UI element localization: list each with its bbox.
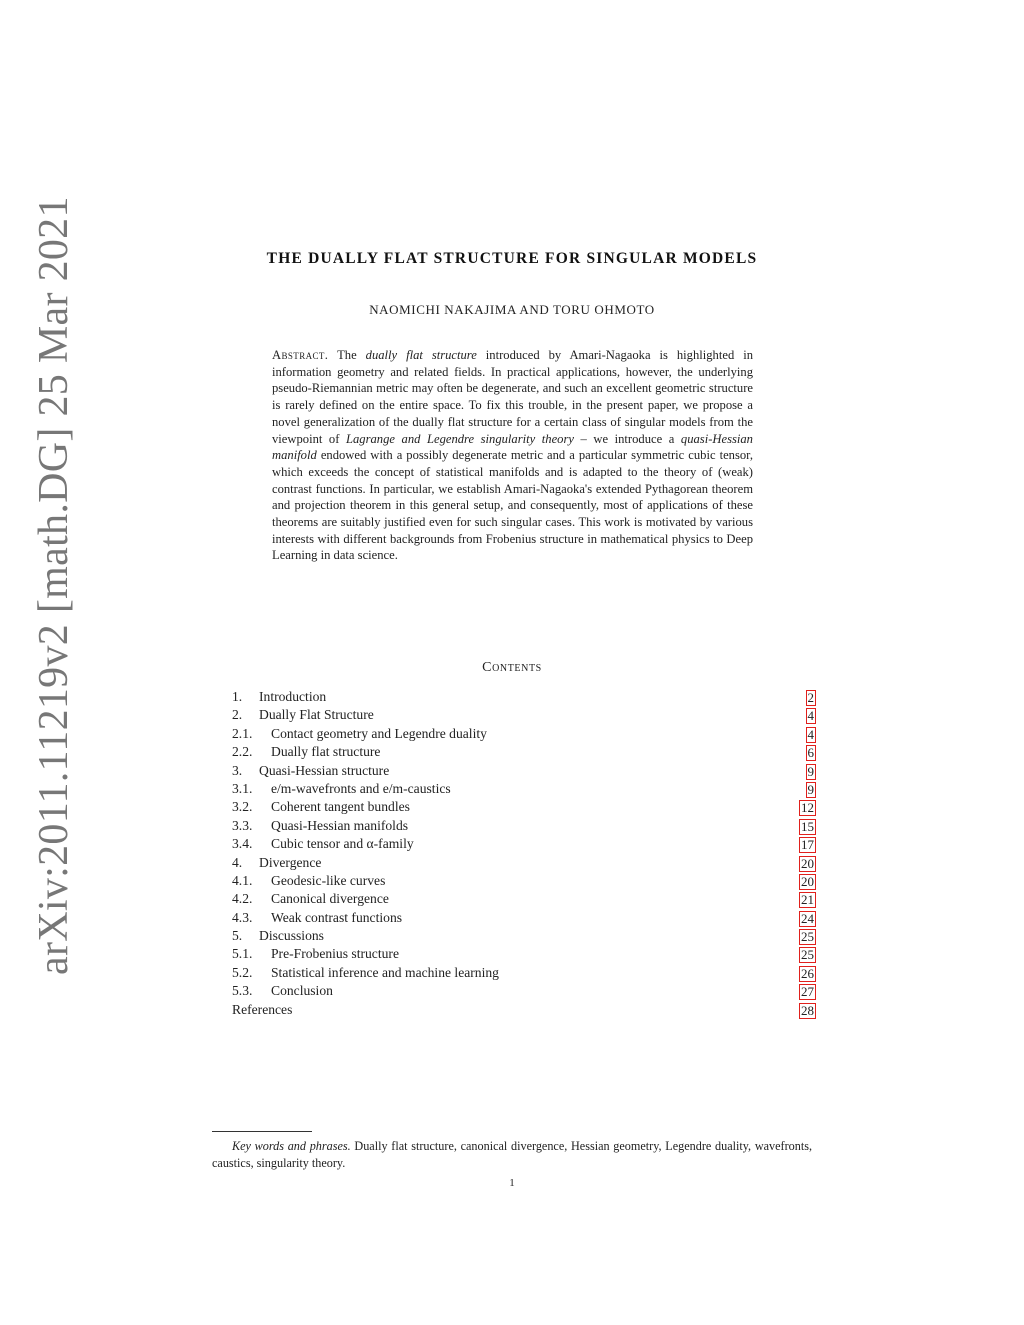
toc-number: 3.4.: [232, 836, 253, 852]
toc-page-link[interactable]: 17: [801, 837, 814, 853]
toc-entry[interactable]: [232, 798, 816, 816]
toc-title: Cubic tensor and α-family: [271, 836, 414, 852]
toc-number: 1.: [232, 689, 243, 704]
toc-entry[interactable]: [232, 817, 816, 835]
toc-title: e/m-wavefronts and e/m-caustics: [271, 780, 451, 796]
toc-number: 3.2.: [232, 799, 253, 815]
toc-page-link[interactable]: 9: [807, 763, 814, 779]
toc-title: Quasi-Hessian structure: [259, 762, 390, 778]
toc-entry[interactable]: [232, 762, 816, 780]
toc-page-link[interactable]: 27: [801, 984, 814, 1000]
toc-number: 4.2.: [232, 891, 253, 907]
toc-title: Pre-Frobenius structure: [271, 946, 399, 962]
toc-page-link[interactable]: 15: [801, 818, 814, 834]
toc-page-link[interactable]: 20: [801, 855, 814, 871]
footnote-rule: [212, 1131, 312, 1132]
toc-number: 3.1.: [232, 780, 253, 796]
toc-entry[interactable]: [232, 854, 816, 872]
toc-title: Dually Flat Structure: [259, 707, 374, 723]
toc-number: 4.: [232, 854, 243, 870]
abstract-text: – we introduce a: [580, 431, 675, 446]
toc-number: 5.2.: [232, 964, 253, 980]
toc-title: Weak contrast functions: [271, 909, 403, 925]
toc-page-link[interactable]: 28: [801, 1002, 814, 1018]
toc-entry[interactable]: [232, 909, 816, 927]
toc-number: 4.1.: [232, 872, 253, 888]
toc-number: 3.3.: [232, 817, 253, 833]
toc-number: 5.3.: [232, 983, 253, 999]
toc-page-link[interactable]: 9: [807, 781, 814, 797]
abstract-text: introduced by Amari-Nagaoka is highlighted in information geometry and related fields. In practical applications, however, the underlying pseudo-Riemannian metric may often be degenerate, and such an excellent geometric structure is rarely defined on the entire space. To fix this trouble, in the present paper, we propose a novel generalization of the dually flat structure for a certain class of singular models from the viewpoint of: [272, 348, 753, 446]
toc-entry[interactable]: [232, 872, 816, 890]
toc-number: 2.2.: [232, 744, 253, 760]
toc-page-link[interactable]: 2: [807, 690, 814, 705]
toc-title: Conclusion: [271, 983, 333, 999]
paper-authors: NAOMICHI NAKAJIMA AND TORU OHMOTO: [369, 302, 655, 317]
toc-number: 3.: [232, 762, 243, 778]
toc-entry[interactable]: [232, 780, 816, 798]
contents-heading: Contents: [482, 660, 542, 675]
toc-page-link[interactable]: 12: [801, 800, 814, 816]
toc-entry[interactable]: [232, 964, 816, 982]
table-of-contents: [232, 688, 816, 1019]
page-number: 1: [509, 1177, 515, 1189]
toc-entry[interactable]: [232, 688, 816, 706]
toc-entry[interactable]: [232, 945, 816, 963]
arxiv-identifier: arXiv:2011.11219v2 [math.DG] 25 Mar 2021: [31, 196, 77, 975]
abstract-term: Lagrange and Legendre singularity theory: [345, 431, 574, 446]
toc-title: Introduction: [259, 689, 327, 704]
toc-number: 2.1.: [232, 725, 253, 741]
toc-title: Quasi-Hessian manifolds: [271, 817, 409, 833]
toc-number: 5.1.: [232, 946, 253, 962]
toc-page-link[interactable]: 6: [807, 745, 814, 761]
footnote-label: Key words and phrases.: [232, 1139, 351, 1153]
toc-number: 4.3.: [232, 909, 253, 925]
toc-title: Statistical inference and machine learning: [271, 964, 499, 980]
toc-title: Discussions: [259, 928, 324, 944]
toc-entry[interactable]: [232, 927, 816, 945]
toc-title: Geodesic-like curves: [271, 872, 386, 888]
toc-title: Coherent tangent bundles: [271, 799, 410, 815]
toc-title: References: [232, 1001, 293, 1017]
toc-page-link[interactable]: 26: [801, 965, 814, 981]
toc-entry[interactable]: [232, 835, 816, 853]
abstract-term: dually flat structure: [365, 348, 477, 362]
abstract-text: The: [337, 348, 357, 362]
toc-page-link[interactable]: 25: [801, 947, 814, 963]
toc-page-link[interactable]: 25: [801, 929, 814, 945]
toc-page-link[interactable]: 24: [801, 910, 814, 926]
toc-title: Contact geometry and Legendre duality: [271, 725, 487, 741]
toc-title: Divergence: [259, 854, 322, 870]
toc-title: Dually flat structure: [271, 744, 381, 760]
footnote-text: Dually flat structure, canonical divergence, Hessian geometry, Legendre duality, wavefronts, caustics, singularity theory.: [212, 1139, 813, 1170]
abstract-label: Abstract.: [272, 348, 329, 362]
toc-page-link[interactable]: 4: [807, 726, 814, 742]
toc-page-link[interactable]: 4: [807, 708, 814, 724]
toc-entry[interactable]: [232, 725, 816, 743]
toc-number: 2.: [232, 707, 243, 723]
toc-entry[interactable]: [232, 1001, 816, 1019]
toc-entry[interactable]: [232, 743, 816, 761]
abstract-text: endowed with a possibly degenerate metric and a particular symmetric cubic tensor, which exceeds the concept of statistical manifolds and is adapted to the theory of (weak) contrast functions. In particular, we establish Amari-Nagaoka's extended Pythagorean theorem and projection theorem in this general setup, and consequently, most of applications of these theorems are suitably justified even for such singular cases. This work is motivated by various interests with different backgrounds from Frobenius structure in mathematical physics to Deep Learning in data science.: [272, 448, 754, 563]
toc-page-link[interactable]: 21: [801, 892, 814, 908]
abstract-term: quasi-Hessian manifold: [272, 431, 753, 463]
toc-number: 5.: [232, 928, 243, 944]
toc-title: Canonical divergence: [271, 891, 389, 907]
toc-entry[interactable]: [232, 890, 816, 908]
toc-entry[interactable]: [232, 706, 816, 724]
abstract: [272, 347, 753, 564]
toc-page-link[interactable]: 20: [801, 873, 814, 889]
footnote: [212, 1138, 812, 1172]
toc-entry[interactable]: [232, 982, 816, 1000]
paper-title: THE DUALLY FLAT STRUCTURE FOR SINGULAR MODELS: [266, 250, 758, 267]
